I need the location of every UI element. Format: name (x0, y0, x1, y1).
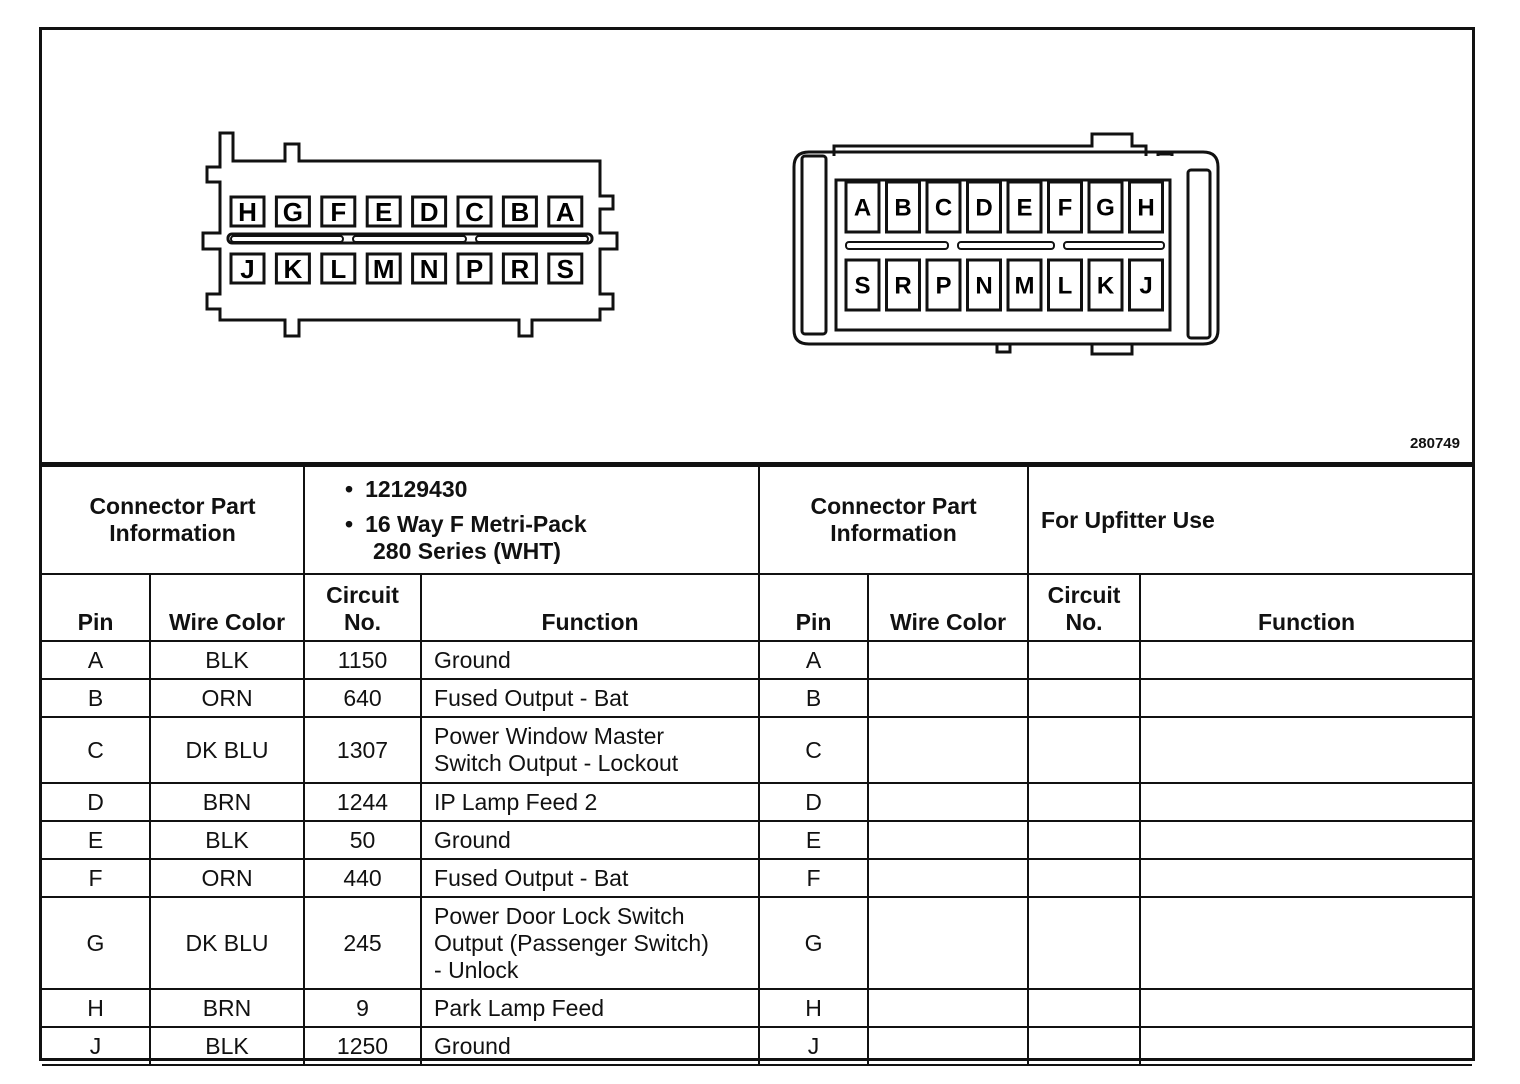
svg-text:C: C (465, 196, 484, 227)
upfitter-function-cell (1140, 641, 1472, 679)
svg-text:E: E (1016, 194, 1033, 222)
upfitter-pin-cell: J (759, 1027, 868, 1065)
function-cell: Ground (421, 1027, 759, 1065)
circuit-cell: 1244 (304, 783, 421, 821)
circuit-header: Circuit No. (1028, 574, 1140, 641)
pin-cell: H (42, 989, 150, 1027)
right-connector-bottom-row (846, 260, 1163, 310)
right-pin-d (968, 182, 1001, 232)
right-pin-l (1049, 260, 1082, 310)
function-cell: Fused Output - Bat (421, 859, 759, 897)
upfitter-wire-color-cell (868, 821, 1028, 859)
table-row (42, 717, 1472, 783)
upfitter-function-cell (1140, 1027, 1472, 1065)
upfitter-circuit-cell (1028, 679, 1140, 717)
svg-text:H: H (1137, 194, 1155, 222)
circuit-cell: 640 (304, 679, 421, 717)
svg-text:M: M (1014, 272, 1035, 300)
pinout-table (42, 465, 1472, 1066)
table-row (42, 989, 1472, 1027)
left-pin-h (231, 197, 264, 227)
upfitter-wire-color-cell (868, 679, 1028, 717)
upfitter-wire-color-cell (868, 897, 1028, 989)
wire-color-cell: BRN (150, 783, 304, 821)
pin-header: Pin (759, 574, 868, 641)
upfitter-wire-color-cell (868, 783, 1028, 821)
right-pin-k (1089, 260, 1122, 310)
upfitter-pin-cell: F (759, 859, 868, 897)
svg-text:G: G (282, 196, 304, 227)
upfitter-pin-cell: A (759, 641, 868, 679)
upfitter-pin-cell: G (759, 897, 868, 989)
wire-color-cell: BLK (150, 1027, 304, 1065)
svg-text:R: R (894, 272, 912, 300)
figure-id: 280749 (1409, 435, 1460, 452)
left-pin-d (413, 197, 446, 227)
wire-color-cell: BLK (150, 641, 304, 679)
pin-cell: F (42, 859, 150, 897)
upfitter-wire-color-cell (868, 859, 1028, 897)
upfitter-function-cell (1140, 717, 1472, 783)
upfitter-circuit-cell (1028, 821, 1140, 859)
pin-cell: J (42, 1027, 150, 1065)
svg-text:K: K (1096, 272, 1115, 300)
svg-text:G: G (1096, 194, 1115, 222)
left-pin-s (549, 254, 582, 284)
svg-text:J: J (1139, 272, 1153, 300)
upfitter-wire-color-cell (868, 989, 1028, 1027)
pin-header: Pin (42, 574, 150, 641)
pinout-sheet (39, 27, 1475, 1061)
table-row (42, 859, 1472, 897)
pin-cell: B (42, 679, 150, 717)
pin-cell: E (42, 821, 150, 859)
right-pin-m (1008, 260, 1041, 310)
svg-text:F: F (330, 196, 347, 227)
table-row (42, 1027, 1472, 1065)
left-connector-info-value (304, 466, 759, 574)
svg-text:H: H (238, 196, 257, 227)
left-connector-info-label: Connector Part Information (42, 466, 304, 574)
svg-text:L: L (330, 253, 347, 284)
function-header: Function (421, 574, 759, 641)
right-connector-top-row (846, 182, 1163, 232)
left-pin-l (322, 254, 355, 284)
left-connector-bottom-row (231, 254, 582, 284)
svg-text:A: A (853, 194, 872, 222)
connector-type: • 16 Way F Metri-Pack (345, 511, 752, 538)
left-pin-f (322, 197, 355, 227)
left-pin-g (276, 197, 309, 227)
svg-text:A: A (555, 196, 575, 227)
left-pin-r (503, 254, 536, 284)
pin-cell: G (42, 897, 150, 989)
left-connector (203, 133, 617, 336)
right-pin-e (1008, 182, 1041, 232)
pin-cell: C (42, 717, 150, 783)
table-row (42, 641, 1472, 679)
upfitter-wire-color-cell (868, 1027, 1028, 1065)
function-cell: Fused Output - Bat (421, 679, 759, 717)
left-pin-e (367, 197, 400, 227)
svg-text:P: P (935, 272, 952, 300)
upfitter-circuit-cell (1028, 897, 1140, 989)
part-number: • 12129430 (345, 476, 752, 503)
circuit-cell: 1307 (304, 717, 421, 783)
right-pin-s (846, 260, 879, 310)
svg-text:K: K (283, 253, 303, 284)
right-connector-info-value: For Upfitter Use (1028, 466, 1472, 574)
wire-color-cell: ORN (150, 679, 304, 717)
svg-text:B: B (894, 194, 912, 222)
left-pin-j (231, 254, 264, 284)
circuit-cell: 1150 (304, 641, 421, 679)
function-cell: Ground (421, 821, 759, 859)
upfitter-function-cell (1140, 897, 1472, 989)
upfitter-circuit-cell (1028, 859, 1140, 897)
right-pin-c (927, 182, 960, 232)
left-connector-top-row (231, 197, 582, 227)
svg-text:L: L (1057, 272, 1073, 300)
upfitter-circuit-cell (1028, 717, 1140, 783)
table-row (42, 821, 1472, 859)
upfitter-pin-cell: B (759, 679, 868, 717)
column-header-row (42, 574, 1472, 641)
svg-text:R: R (510, 253, 530, 284)
upfitter-circuit-cell (1028, 1027, 1140, 1065)
left-pin-n (413, 254, 446, 284)
svg-text:M: M (372, 253, 395, 284)
svg-text:N: N (419, 253, 439, 284)
upfitter-function-cell (1140, 859, 1472, 897)
function-cell: Power Door Lock Switch Output (Passenger Switch) - Unlock (421, 897, 759, 989)
svg-text:C: C (934, 194, 953, 222)
upfitter-pin-cell: H (759, 989, 868, 1027)
wire-color-cell: DK BLU (150, 897, 304, 989)
upfitter-pin-cell: E (759, 821, 868, 859)
connector-diagram (42, 30, 1472, 465)
function-cell: IP Lamp Feed 2 (421, 783, 759, 821)
upfitter-circuit-cell (1028, 989, 1140, 1027)
wire-color-cell: ORN (150, 859, 304, 897)
upfitter-function-cell (1140, 989, 1472, 1027)
connector-info-row (42, 466, 1472, 574)
circuit-cell: 50 (304, 821, 421, 859)
right-pin-j (1130, 260, 1163, 310)
connector-series: 280 Series (WHT) (373, 537, 561, 564)
right-pin-g (1089, 182, 1122, 232)
wire-color-cell: BRN (150, 989, 304, 1027)
upfitter-pin-cell: D (759, 783, 868, 821)
left-pin-m (367, 254, 400, 284)
svg-text:B: B (510, 196, 530, 227)
right-pin-r (887, 260, 920, 310)
function-cell: Power Window Master Switch Output - Lockout (421, 717, 759, 783)
left-pin-p (458, 254, 491, 284)
circuit-header: Circuit No. (304, 574, 421, 641)
svg-text:E: E (375, 196, 393, 227)
circuit-cell: 245 (304, 897, 421, 989)
svg-text:J: J (240, 253, 255, 284)
pin-cell: D (42, 783, 150, 821)
table-row (42, 897, 1472, 989)
upfitter-pin-cell: C (759, 717, 868, 783)
right-pin-f (1049, 182, 1082, 232)
left-pin-k (276, 254, 309, 284)
svg-text:D: D (975, 194, 993, 222)
function-cell: Ground (421, 641, 759, 679)
connector-drawings (42, 30, 1472, 462)
circuit-cell: 9 (304, 989, 421, 1027)
table-row (42, 679, 1472, 717)
wire-color-header: Wire Color (868, 574, 1028, 641)
right-connector-info-label: Connector Part Information (759, 466, 1028, 574)
left-pin-c (458, 197, 491, 227)
function-header: Function (1140, 574, 1472, 641)
upfitter-function-cell (1140, 821, 1472, 859)
svg-text:F: F (1057, 194, 1073, 222)
circuit-cell: 1250 (304, 1027, 421, 1065)
pin-cell: A (42, 641, 150, 679)
upfitter-wire-color-cell (868, 717, 1028, 783)
wire-color-cell: BLK (150, 821, 304, 859)
right-pin-n (968, 260, 1001, 310)
right-pin-a (846, 182, 879, 232)
right-pin-p (927, 260, 960, 310)
table-row (42, 783, 1472, 821)
svg-text:P: P (465, 253, 484, 284)
wire-color-header: Wire Color (150, 574, 304, 641)
upfitter-function-cell (1140, 679, 1472, 717)
svg-text:S: S (854, 272, 871, 300)
pinout-rows (42, 641, 1472, 1065)
left-pin-a (549, 197, 582, 227)
svg-text:S: S (556, 253, 574, 284)
function-cell: Park Lamp Feed (421, 989, 759, 1027)
right-pin-b (887, 182, 920, 232)
upfitter-wire-color-cell (868, 641, 1028, 679)
wire-color-cell: DK BLU (150, 717, 304, 783)
upfitter-circuit-cell (1028, 641, 1140, 679)
right-pin-h (1130, 182, 1163, 232)
upfitter-function-cell (1140, 783, 1472, 821)
circuit-cell: 440 (304, 859, 421, 897)
svg-text:D: D (419, 196, 439, 227)
left-pin-b (503, 197, 536, 227)
upfitter-circuit-cell (1028, 783, 1140, 821)
right-connector (794, 134, 1218, 354)
svg-text:N: N (975, 272, 993, 300)
